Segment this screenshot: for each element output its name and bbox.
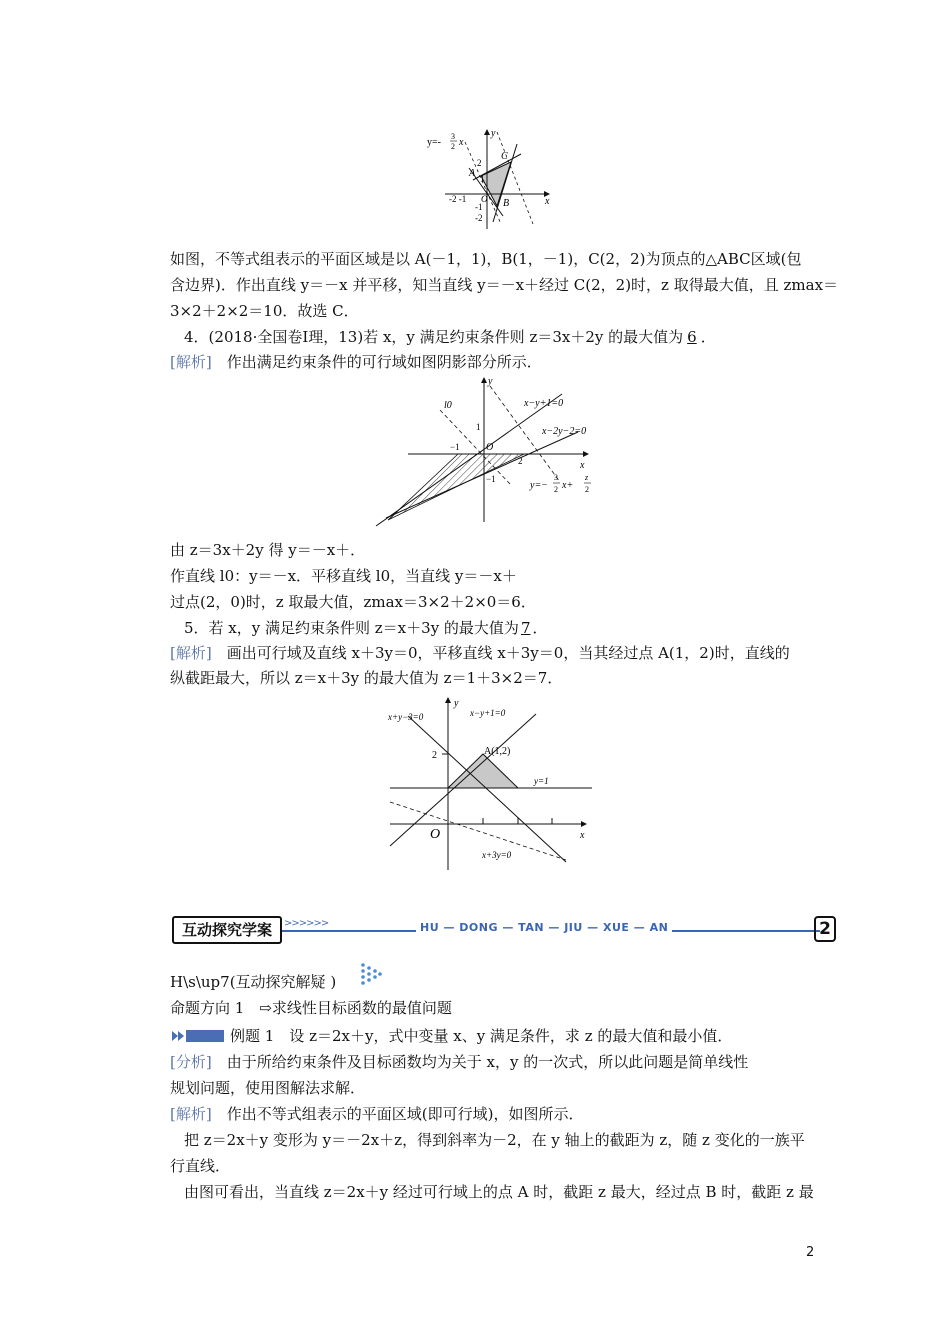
s-up-line <box>170 972 336 992</box>
example-marker <box>172 1029 224 1043</box>
line1-label: x−y+1=0 <box>524 398 564 409</box>
section-number: 2 <box>814 916 836 942</box>
eq-label: y=- <box>427 137 441 148</box>
origin: O <box>486 442 494 453</box>
ex1-sol1: 作出不等式组表示的平面区域(即可行域)，如图所示． <box>226 1105 584 1123</box>
line3-mid: x+ <box>562 480 574 491</box>
axis-x: x <box>545 196 550 207</box>
line-x-3y-0 <box>390 802 566 860</box>
axis-y: y <box>488 376 493 387</box>
point-a: A(1,2) <box>484 746 511 757</box>
question-4 <box>184 327 716 347</box>
q5-analysis-text1: 画出可行域及直线 x＋3y＝0，平移直线 x＋3y＝0，当其经过点 A(1，2)时，直线的 <box>226 644 790 662</box>
ex1-analysis <box>170 1052 748 1072</box>
origin: O <box>430 827 441 842</box>
tick-m1: -1 <box>475 202 483 212</box>
figure-triangle-abc <box>425 124 560 236</box>
q4-answer: 6 <box>687 328 697 346</box>
q5-text: 5．若 x，y 满足约束条件则 z＝x＋3y 的最大值为 <box>184 619 519 637</box>
q4-end: ． <box>700 328 716 346</box>
tick-2: 2 <box>432 750 437 761</box>
q4-text: 4．(2018·全国卷Ⅰ理，13)若 x，y 满足约束条件则 z＝3x＋2y 的最大值为 <box>184 328 684 346</box>
q4-analysis-text: 作出满足约束条件的可行域如图阴影部分所示． <box>226 353 542 371</box>
label-x-y-3: x+y−3=0 <box>388 712 424 722</box>
q4-line3: 过点(2，0)时，z 取最大值，zmax＝3×2＋2×0＝6． <box>170 593 536 611</box>
ex1-analysis2: 规划问题，使用图解法求解． <box>170 1079 366 1097</box>
figure-feasible-region-q4 <box>374 372 614 532</box>
ex1-solution <box>170 1104 583 1124</box>
example-1: 例题 1 设 z＝2x＋y，式中变量 x、y 满足条件，求 z 的最大值和最小值． <box>230 1027 733 1045</box>
point-c: C <box>501 151 508 162</box>
ex1-analysis1: 由于所给约束条件及目标函数均为关于 x，y 的一次式，所以此问题是简单线性 <box>226 1053 749 1071</box>
p1-line1: 如图，不等式组表示的平面区域是以 A(－1，1)，B(1，－1)，C(2，2)为顶点的△ABC区域(包 <box>170 250 802 268</box>
figure-feasible-region-q5 <box>386 694 598 876</box>
point-a: A <box>469 168 476 179</box>
frac-den: 2 <box>451 142 455 151</box>
var-x: x <box>459 137 464 148</box>
tick-m2: -2 <box>475 213 483 223</box>
dots-arrow-icon <box>360 962 382 988</box>
line-x-y-1 <box>376 394 562 526</box>
p1-line3: 3×2＋2×2＝10．故选 C． <box>170 302 359 320</box>
shaded-triangle <box>448 754 518 788</box>
double-arrow-icon <box>172 1029 186 1043</box>
tick-2: 2 <box>518 456 523 466</box>
tick-2: 2 <box>477 158 482 168</box>
line2-label: x−2y−2=0 <box>542 426 587 437</box>
axis-y: y <box>454 698 459 709</box>
line-x-2y-2 <box>386 432 578 518</box>
analysis-tag: [解析] <box>170 353 212 371</box>
page-number: 2 <box>806 1245 815 1260</box>
label-x-3y-0: x+3y=0 <box>482 850 512 860</box>
axis-x: x <box>580 460 585 471</box>
s-up-text: H\s\up7(互动探究解疑 ) <box>170 973 337 991</box>
line3-den: 2 <box>554 485 558 494</box>
frac-num: 3 <box>451 132 455 141</box>
question-5 <box>184 618 548 638</box>
direction-line: 命题方向 1 ⇨求线性目标函数的最值问题 <box>170 999 452 1017</box>
solution-tag: [解析] <box>170 1105 212 1123</box>
q5-analysis <box>170 643 790 663</box>
banner-arrows: >>>>>> <box>284 918 329 929</box>
q4-analysis <box>170 352 542 372</box>
tick-m1-b: −1 <box>486 474 496 484</box>
label-y1: y=1 <box>534 776 549 786</box>
ex1-sol4: 由图可看出，当直线 z＝2x＋y 经过可行域上的点 A 时，截距 z 最大，经过点 B 时，截距 z 最 <box>184 1183 814 1201</box>
section-subtitle: HU — DONG — TAN — JIU — XUE — AN <box>416 921 672 934</box>
q4-line2: 作直线 l0：y＝－x．平移直线 l0，当直线 y＝－x＋ <box>170 567 517 585</box>
q5-analysis-text2: 纵截距最大，所以 z＝x＋3y 的最大值为 z＝1＋3×2＝7． <box>170 669 563 687</box>
origin: O <box>481 194 488 204</box>
label-x-y-1: x−y+1=0 <box>470 708 506 718</box>
q5-end: ． <box>532 619 548 637</box>
ex1-sol3: 行直线． <box>170 1157 231 1175</box>
p1-line2: 含边界)．作出直线 y＝－x 并平移，知当直线 y＝－x＋经过 C(2，2)时，z 取得最大值，且 zmax＝ <box>170 276 839 294</box>
point-b: B <box>503 198 510 209</box>
line3-zden: 2 <box>585 485 589 494</box>
line3-num: 3 <box>554 473 558 482</box>
analysis-tag: [分析] <box>170 1053 212 1071</box>
ex1-sol2: 把 z＝2x＋y 变形为 y＝－2x＋z，得到斜率为－2，在 y 轴上的截距为 z，随 z 变化的一族平 <box>184 1131 805 1149</box>
axis-x: x <box>580 830 585 841</box>
axis-y: y <box>491 128 496 139</box>
section-title: 互动探究学案 <box>172 916 282 944</box>
tick-1: 1 <box>480 174 485 184</box>
line-x-y-1 <box>390 714 536 846</box>
tick-1: 1 <box>476 422 481 432</box>
analysis-tag: [解析] <box>170 644 212 662</box>
l0-label: l0 <box>444 400 452 411</box>
line3-label: y=− <box>530 480 548 491</box>
tick-m2m1: -2 -1 <box>449 194 467 204</box>
line3-znum: z <box>585 473 589 482</box>
tick-m1: −1 <box>450 442 460 452</box>
q4-line1: 由 z＝3x＋2y 得 y＝－x＋． <box>170 541 366 559</box>
q5-answer: 7 <box>520 619 531 637</box>
